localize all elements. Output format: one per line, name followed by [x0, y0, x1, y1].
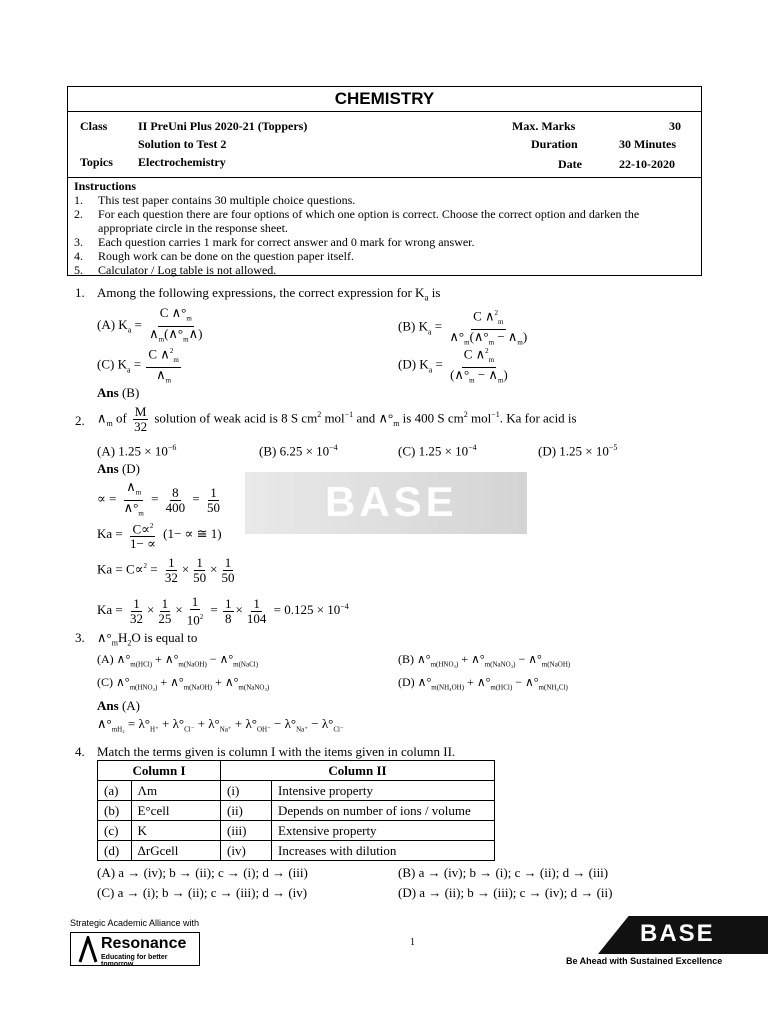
- q2-option-a: (A) $1.25 \times 10^{-6}$: [97, 443, 177, 459]
- q2-answer: Ans (D): [97, 461, 140, 476]
- match-table: [97, 760, 495, 861]
- column-ii-header: Column II: [221, 761, 495, 781]
- q4-option-c: (C) a → (i); b → (ii); c → (iii); d → (iv): [97, 885, 308, 900]
- q2-option-b: (B) $6.25 \times 10^{-4}$: [259, 443, 338, 459]
- q3-option-a: (A) $\wedge^\circ_{m(HCl)}$ + $\wedge^\circ_{m(NaOH)}$ − $\wedge^\circ_{m(NaCl)}$: [97, 652, 259, 669]
- table-row: (a) Λm (i) Intensive property: [98, 781, 495, 801]
- class-value: II PreUni Plus 2020-21 (Toppers): [138, 119, 308, 133]
- tagline: Be Ahead with Sustained Excellence: [566, 956, 723, 966]
- q2-option-d: (D) $1.25 \times 10^{-5}$: [538, 443, 618, 459]
- q4-option-a: (A) a → (iv); b → (ii); c → (i); d → (iii): [97, 865, 308, 880]
- q1-option-a: (A) $K_a$ = $\frac{C \wedge^\circ_m}{\wedge_m(\wedge^\circ_m\wedge)}$: [97, 305, 203, 344]
- base-logo: BASE: [640, 920, 715, 947]
- q4-text: Match the terms given is column I with the items given in column II.: [97, 744, 456, 759]
- alliance-text: Strategic Academic Alliance with: [70, 918, 200, 928]
- q3-option-c: (C) $\wedge^\circ_{m(HNO_3)}$ + $\wedge^\circ_{m(NaOH)}$ + $\wedge^\circ_{m(NaNO_3)}$: [97, 675, 270, 692]
- q2-step-ka: Ka = $\frac{C\propto^2}{1- \propto}$ (1− ∝ ≅ 1): [97, 519, 222, 551]
- q3-option-d: (D) $\wedge^\circ_{m(NH_4OH)}$ + $\wedge^\circ_{m(HCl)}$ − $\wedge^\circ_{m(NH_4Cl)}$: [398, 675, 568, 692]
- q1-option-b: (B) $K_a$ = $\frac{C \wedge^2_m}{\wedge^\circ_m(\wedge^\circ_m - \wedge_m)}$: [398, 306, 531, 350]
- subject-title: CHEMISTRY: [68, 87, 701, 112]
- q3-option-b: (B) $\wedge^\circ_{m(HNO_3)}$ + $\wedge^\circ_{m(NaNO_3)}$ − $\wedge^\circ_{m(NaOH)}$: [398, 652, 571, 669]
- date-value: 22-10-2020: [619, 157, 675, 171]
- q3-solution: $\wedge^\circ_{mH_2} = \lambda^\circ_{H^+} + \lambda^\circ_{Cl^-} + \lambda^\circ_{Na^+} + \lambda^\circ_{OH^-} - \lambda^\circ_{Na^+} - \lambda^\circ_{Cl^-}$: [97, 716, 344, 734]
- q4-number: 4.: [75, 744, 85, 759]
- q1-option-d: (D) $K_a$ = $\frac{C \wedge^2_m}{(\wedge^\circ_m - \wedge_m)}$: [398, 344, 512, 388]
- page-number: 1: [410, 937, 415, 948]
- duration-label: Duration: [531, 137, 578, 151]
- q2-step-alpha: ∝ = $\frac{\wedge_m}{\wedge^\circ_m}$ = $\frac{8}{400}$ = $\frac{1}{50}$: [97, 479, 220, 518]
- table-row: (b) E°cell (ii) Depends on number of ions / volume: [98, 801, 495, 821]
- header-box: [67, 86, 702, 276]
- q2-step-ka2: Ka = C∝$^2$ = $\frac{1}{32}$ × $\frac{1}{50}$ × $\frac{1}{50}$: [97, 555, 235, 585]
- table-row: (c) K (iii) Extensive property: [98, 821, 495, 841]
- topics-label: Topics: [80, 155, 113, 169]
- max-marks-value: 30: [669, 119, 681, 133]
- base-watermark: BASE: [245, 472, 527, 534]
- resonance-logo: Resonance Educating for better tomorrow: [70, 932, 200, 966]
- table-row: (d) ΔrGcell (iv) Increases with dilution: [98, 841, 495, 861]
- q3-number: 3.: [75, 630, 85, 645]
- class-label: Class: [80, 119, 108, 133]
- instructions-list: 1. This test paper contains 30 multiple choice questions. 2. For each question there are four options of which one option is correct. Choose the correct option and darken the appropriate circle in the response sheet. 3. Each question carries 1 mark for correct answer and 0 mark for wrong answer. 4. Rough work can be done on the question paper itself. 5. Calculator / Log table is not allowed.: [74, 193, 640, 277]
- q1-text: Among the following expressions, the correct expression for $K_a$ is: [97, 285, 441, 303]
- date-label: Date: [558, 157, 582, 171]
- q1-number: 1.: [75, 285, 85, 300]
- max-marks-label: Max. Marks: [512, 119, 576, 133]
- q3-answer: Ans (A): [97, 698, 140, 713]
- duration-value: 30 Minutes: [619, 137, 676, 151]
- q3-text: $\wedge^\circ_mH_2O$ is equal to: [97, 630, 198, 648]
- q4-option-b: (B) a → (iv); b → (i); c → (ii); d → (iii): [398, 865, 609, 880]
- topics-value: Electrochemistry: [138, 155, 226, 169]
- q1-answer: Ans (B): [97, 385, 140, 400]
- q2-number: 2.: [75, 413, 85, 428]
- column-i-header: Column I: [98, 761, 221, 781]
- resonance-mark-icon: [77, 936, 99, 964]
- header-divider: [68, 177, 701, 178]
- test-title: Solution to Test 2: [138, 137, 227, 151]
- q2-option-c: (C) $1.25 \times 10^{-4}$: [398, 443, 477, 459]
- q1-option-c: (C) $K_a$ = $\frac{C \wedge^2_m}{\wedge_m}$: [97, 344, 183, 388]
- q2-step-ka3: Ka = $\frac{1}{32}$ × $\frac{1}{25}$ × $\frac{1}{10^2}$ = $\frac{1}{8}$ × $\frac{1}{104}$ = $0.125 \times 10^{-4}$: [97, 594, 349, 628]
- q4-option-d: (D) a → (ii); b → (iii); c → (iv); d → (ii): [398, 885, 613, 900]
- instructions-heading: Instructions: [74, 179, 137, 193]
- q2-text: $\wedge_m$ of $\frac{M}{32}$ solution of weak acid is 8 S $cm^2$ mol$^{-1}$ and $\wedge^\circ_m$ is 400 S $cm^2$ mol$^{-1}$. Ka for acid is: [97, 404, 577, 434]
